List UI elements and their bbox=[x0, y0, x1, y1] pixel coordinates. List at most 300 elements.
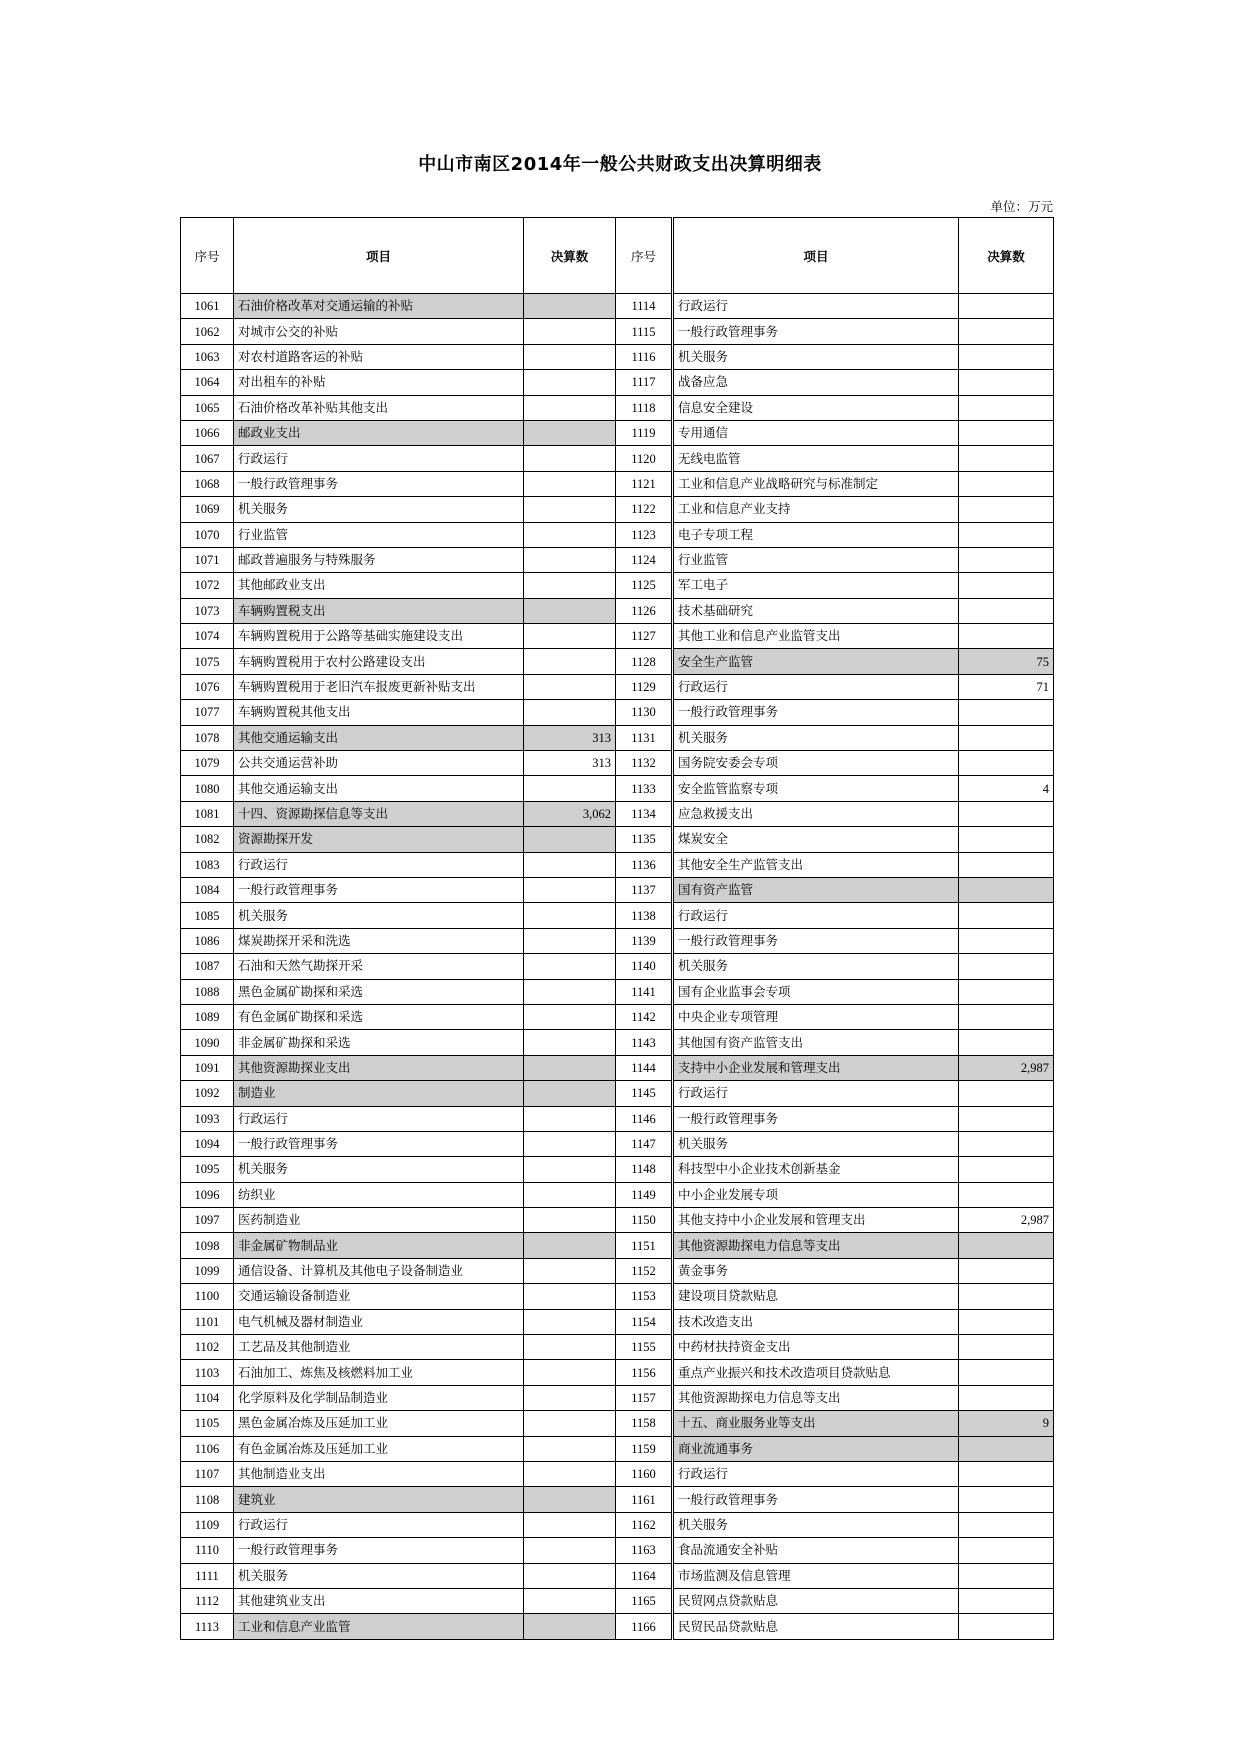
amount-cell-right bbox=[959, 1436, 1054, 1461]
amount-cell-right bbox=[959, 1258, 1054, 1283]
item-cell-right: 行政运行 bbox=[673, 674, 959, 699]
item-cell-left: 纺织业 bbox=[234, 1182, 524, 1207]
item-cell-left: 工业和信息产业监管 bbox=[234, 1614, 524, 1639]
amount-cell-right bbox=[959, 1131, 1054, 1156]
seq-cell-left: 1089 bbox=[181, 1004, 234, 1029]
item-cell-right: 行政运行 bbox=[673, 294, 959, 319]
seq-cell-right: 1142 bbox=[616, 1004, 673, 1029]
seq-cell-left: 1107 bbox=[181, 1461, 234, 1486]
document-title: 中山市南区2014年一般公共财政支出决算明细表 bbox=[418, 154, 822, 175]
item-cell-left: 有色金属冶炼及压延加工业 bbox=[234, 1436, 524, 1461]
amount-cell-left bbox=[524, 649, 616, 674]
seq-cell-right: 1161 bbox=[616, 1487, 673, 1512]
seq-cell-left: 1097 bbox=[181, 1208, 234, 1233]
table-row bbox=[181, 1208, 1054, 1233]
item-cell-left: 机关服务 bbox=[234, 1157, 524, 1182]
seq-cell-left: 1069 bbox=[181, 497, 234, 522]
seq-cell-right: 1163 bbox=[616, 1538, 673, 1563]
amount-cell-left bbox=[524, 1004, 616, 1029]
table-row bbox=[181, 1055, 1054, 1080]
table-header bbox=[181, 218, 1054, 294]
table-row bbox=[181, 573, 1054, 598]
item-cell-right: 支持中小企业发展和管理支出 bbox=[673, 1055, 959, 1080]
amount-cell-right bbox=[959, 751, 1054, 776]
amount-cell-right bbox=[959, 1284, 1054, 1309]
item-cell-right: 机关服务 bbox=[673, 954, 959, 979]
amount-cell-left bbox=[524, 1081, 616, 1106]
item-cell-right: 国务院安委会专项 bbox=[673, 751, 959, 776]
item-cell-right: 一般行政管理事务 bbox=[673, 319, 959, 344]
table-row bbox=[181, 1131, 1054, 1156]
unit-label: 单位：万元 bbox=[990, 200, 1053, 214]
amount-cell-left bbox=[524, 624, 616, 649]
item-cell-left: 邮政业支出 bbox=[234, 420, 524, 445]
seq-cell-left: 1074 bbox=[181, 624, 234, 649]
table-row bbox=[181, 1157, 1054, 1182]
amount-cell-right bbox=[959, 979, 1054, 1004]
amount-cell-left bbox=[524, 852, 616, 877]
amount-cell-right bbox=[959, 1588, 1054, 1613]
table-row bbox=[181, 928, 1054, 953]
item-cell-right: 技术基础研究 bbox=[673, 598, 959, 623]
amount-cell-left bbox=[524, 446, 616, 471]
amount-cell-right bbox=[959, 294, 1054, 319]
seq-cell-left: 1103 bbox=[181, 1360, 234, 1385]
seq-cell-left: 1082 bbox=[181, 827, 234, 852]
item-cell-right: 一般行政管理事务 bbox=[673, 1487, 959, 1512]
seq-cell-right: 1125 bbox=[616, 573, 673, 598]
amount-cell-left bbox=[524, 1538, 616, 1563]
item-cell-left: 行政运行 bbox=[234, 1512, 524, 1537]
item-cell-right: 专用通信 bbox=[673, 420, 959, 445]
item-cell-left: 行政运行 bbox=[234, 1106, 524, 1131]
table-row bbox=[181, 497, 1054, 522]
item-cell-left: 资源勘探开发 bbox=[234, 827, 524, 852]
item-cell-left: 有色金属矿勘探和采选 bbox=[234, 1004, 524, 1029]
table-body bbox=[181, 294, 1054, 1640]
item-cell-left: 医药制造业 bbox=[234, 1208, 524, 1233]
item-cell-left: 一般行政管理事务 bbox=[234, 471, 524, 496]
item-cell-right: 军工电子 bbox=[673, 573, 959, 598]
item-cell-right: 其他国有资产监管支出 bbox=[673, 1030, 959, 1055]
table-row bbox=[181, 1461, 1054, 1486]
seq-cell-left: 1091 bbox=[181, 1055, 234, 1080]
item-cell-left: 化学原料及化学制品制造业 bbox=[234, 1385, 524, 1410]
item-cell-left: 黑色金属矿勘探和采选 bbox=[234, 979, 524, 1004]
amount-cell-left bbox=[524, 598, 616, 623]
item-cell-right: 市场监测及信息管理 bbox=[673, 1563, 959, 1588]
seq-cell-left: 1064 bbox=[181, 370, 234, 395]
item-cell-right: 食品流通安全补贴 bbox=[673, 1538, 959, 1563]
item-cell-left: 石油价格改革对交通运输的补贴 bbox=[234, 294, 524, 319]
item-cell-right: 其他资源勘探电力信息等支出 bbox=[673, 1385, 959, 1410]
amount-cell-right bbox=[959, 1335, 1054, 1360]
seq-cell-left: 1095 bbox=[181, 1157, 234, 1182]
seq-cell-right: 1118 bbox=[616, 395, 673, 420]
item-cell-left: 非金属矿勘探和采选 bbox=[234, 1030, 524, 1055]
seq-cell-right: 1136 bbox=[616, 852, 673, 877]
item-cell-right: 应急救援支出 bbox=[673, 801, 959, 826]
item-cell-right: 电子专项工程 bbox=[673, 522, 959, 547]
item-cell-left: 机关服务 bbox=[234, 497, 524, 522]
seq-cell-right: 1123 bbox=[616, 522, 673, 547]
seq-cell-right: 1146 bbox=[616, 1106, 673, 1131]
seq-cell-left: 1066 bbox=[181, 420, 234, 445]
item-cell-left: 对农村道路客运的补贴 bbox=[234, 344, 524, 369]
amount-cell-right bbox=[959, 1360, 1054, 1385]
seq-cell-left: 1076 bbox=[181, 674, 234, 699]
table-row bbox=[181, 420, 1054, 445]
table-row bbox=[181, 370, 1054, 395]
seq-cell-right: 1157 bbox=[616, 1385, 673, 1410]
item-cell-right: 一般行政管理事务 bbox=[673, 700, 959, 725]
amount-cell-right bbox=[959, 547, 1054, 572]
table-row bbox=[181, 1360, 1054, 1385]
seq-cell-right: 1166 bbox=[616, 1614, 673, 1639]
seq-cell-right: 1116 bbox=[616, 344, 673, 369]
seq-cell-right: 1124 bbox=[616, 547, 673, 572]
seq-cell-left: 1102 bbox=[181, 1335, 234, 1360]
item-cell-left: 车辆购置税用于老旧汽车报废更新补贴支出 bbox=[234, 674, 524, 699]
amount-cell-left bbox=[524, 1512, 616, 1537]
seq-cell-left: 1105 bbox=[181, 1411, 234, 1436]
seq-cell-left: 1063 bbox=[181, 344, 234, 369]
amount-cell-left: 313 bbox=[524, 725, 616, 750]
item-cell-left: 机关服务 bbox=[234, 1563, 524, 1588]
item-cell-left: 一般行政管理事务 bbox=[234, 1131, 524, 1156]
table-row bbox=[181, 954, 1054, 979]
item-cell-left: 一般行政管理事务 bbox=[234, 877, 524, 902]
amount-cell-right bbox=[959, 1157, 1054, 1182]
amount-cell-left bbox=[524, 522, 616, 547]
amount-cell-right bbox=[959, 573, 1054, 598]
table-row bbox=[181, 1538, 1054, 1563]
amount-cell-left bbox=[524, 294, 616, 319]
amount-cell-right: 75 bbox=[959, 649, 1054, 674]
amount-cell-left bbox=[524, 776, 616, 801]
amount-cell-left bbox=[524, 877, 616, 902]
seq-cell-left: 1062 bbox=[181, 319, 234, 344]
table-row bbox=[181, 1309, 1054, 1334]
amount-cell-left bbox=[524, 1360, 616, 1385]
seq-cell-left: 1065 bbox=[181, 395, 234, 420]
amount-cell-left bbox=[524, 1335, 616, 1360]
table-row bbox=[181, 700, 1054, 725]
amount-cell-left bbox=[524, 903, 616, 928]
amount-cell-left bbox=[524, 547, 616, 572]
seq-cell-right: 1158 bbox=[616, 1411, 673, 1436]
item-cell-right: 行业监管 bbox=[673, 547, 959, 572]
seq-cell-left: 1100 bbox=[181, 1284, 234, 1309]
seq-cell-right: 1133 bbox=[616, 776, 673, 801]
seq-cell-right: 1138 bbox=[616, 903, 673, 928]
amount-cell-right bbox=[959, 1106, 1054, 1131]
seq-cell-right: 1151 bbox=[616, 1233, 673, 1258]
amount-cell-right bbox=[959, 420, 1054, 445]
amount-cell-right bbox=[959, 1081, 1054, 1106]
item-cell-left: 电气机械及器材制造业 bbox=[234, 1309, 524, 1334]
seq-cell-right: 1128 bbox=[616, 649, 673, 674]
seq-cell-right: 1115 bbox=[616, 319, 673, 344]
amount-cell-left bbox=[524, 1233, 616, 1258]
item-cell-right: 十五、商业服务业等支出 bbox=[673, 1411, 959, 1436]
item-cell-right: 民贸民品贷款贴息 bbox=[673, 1614, 959, 1639]
amount-cell-right bbox=[959, 1030, 1054, 1055]
item-cell-left: 邮政普遍服务与特殊服务 bbox=[234, 547, 524, 572]
amount-cell-left bbox=[524, 1055, 616, 1080]
table-row bbox=[181, 877, 1054, 902]
seq-cell-right: 1137 bbox=[616, 877, 673, 902]
seq-cell-right: 1139 bbox=[616, 928, 673, 953]
seq-cell-right: 1155 bbox=[616, 1335, 673, 1360]
table-row bbox=[181, 852, 1054, 877]
seq-cell-left: 1108 bbox=[181, 1487, 234, 1512]
seq-cell-right: 1121 bbox=[616, 471, 673, 496]
item-cell-left: 其他资源勘探业支出 bbox=[234, 1055, 524, 1080]
table-row bbox=[181, 1588, 1054, 1613]
amount-cell-right: 9 bbox=[959, 1411, 1054, 1436]
seq-cell-left: 1077 bbox=[181, 700, 234, 725]
item-cell-right: 重点产业振兴和技术改造项目贷款贴息 bbox=[673, 1360, 959, 1385]
seq-cell-left: 1093 bbox=[181, 1106, 234, 1131]
item-cell-right: 无线电监管 bbox=[673, 446, 959, 471]
amount-cell-left bbox=[524, 1385, 616, 1410]
seq-cell-left: 1079 bbox=[181, 751, 234, 776]
item-cell-right: 战备应急 bbox=[673, 370, 959, 395]
seq-cell-left: 1106 bbox=[181, 1436, 234, 1461]
item-cell-left: 车辆购置税其他支出 bbox=[234, 700, 524, 725]
seq-cell-right: 1145 bbox=[616, 1081, 673, 1106]
item-cell-left: 建筑业 bbox=[234, 1487, 524, 1512]
amount-cell-right bbox=[959, 319, 1054, 344]
item-cell-left: 其他交通运输支出 bbox=[234, 776, 524, 801]
seq-cell-right: 1129 bbox=[616, 674, 673, 699]
item-cell-left: 行政运行 bbox=[234, 446, 524, 471]
table-row bbox=[181, 979, 1054, 1004]
item-cell-right: 工业和信息产业战略研究与标准制定 bbox=[673, 471, 959, 496]
seq-cell-left: 1070 bbox=[181, 522, 234, 547]
seq-cell-right: 1120 bbox=[616, 446, 673, 471]
item-cell-right: 机关服务 bbox=[673, 344, 959, 369]
table-row bbox=[181, 598, 1054, 623]
table-row bbox=[181, 624, 1054, 649]
table-row bbox=[181, 471, 1054, 496]
table-row bbox=[181, 1233, 1054, 1258]
amount-cell-right bbox=[959, 344, 1054, 369]
amount-cell-left bbox=[524, 370, 616, 395]
header-item-right: 项目 bbox=[673, 218, 959, 294]
item-cell-right: 其他安全生产监管支出 bbox=[673, 852, 959, 877]
item-cell-right: 一般行政管理事务 bbox=[673, 928, 959, 953]
seq-cell-right: 1119 bbox=[616, 420, 673, 445]
seq-cell-right: 1162 bbox=[616, 1512, 673, 1537]
amount-cell-left: 313 bbox=[524, 751, 616, 776]
amount-cell-left bbox=[524, 420, 616, 445]
seq-cell-right: 1147 bbox=[616, 1131, 673, 1156]
amount-cell-right bbox=[959, 852, 1054, 877]
table-row bbox=[181, 725, 1054, 750]
seq-cell-left: 1112 bbox=[181, 1588, 234, 1613]
seq-cell-left: 1072 bbox=[181, 573, 234, 598]
seq-cell-right: 1148 bbox=[616, 1157, 673, 1182]
seq-cell-right: 1149 bbox=[616, 1182, 673, 1207]
amount-cell-right bbox=[959, 370, 1054, 395]
table-row bbox=[181, 1182, 1054, 1207]
table-row bbox=[181, 1030, 1054, 1055]
item-cell-right: 工业和信息产业支持 bbox=[673, 497, 959, 522]
item-cell-right: 一般行政管理事务 bbox=[673, 1106, 959, 1131]
seq-cell-left: 1109 bbox=[181, 1512, 234, 1537]
item-cell-left: 交通运输设备制造业 bbox=[234, 1284, 524, 1309]
seq-cell-right: 1132 bbox=[616, 751, 673, 776]
amount-cell-left bbox=[524, 1030, 616, 1055]
item-cell-right: 机关服务 bbox=[673, 1512, 959, 1537]
amount-cell-left bbox=[524, 471, 616, 496]
seq-cell-right: 1160 bbox=[616, 1461, 673, 1486]
amount-cell-left bbox=[524, 395, 616, 420]
amount-cell-right bbox=[959, 1385, 1054, 1410]
amount-cell-right bbox=[959, 903, 1054, 928]
seq-cell-left: 1083 bbox=[181, 852, 234, 877]
amount-cell-right bbox=[959, 1461, 1054, 1486]
amount-cell-right bbox=[959, 471, 1054, 496]
item-cell-left: 工艺品及其他制造业 bbox=[234, 1335, 524, 1360]
seq-cell-right: 1131 bbox=[616, 725, 673, 750]
amount-cell-right bbox=[959, 877, 1054, 902]
amount-cell-right bbox=[959, 1614, 1054, 1639]
item-cell-right: 信息安全建设 bbox=[673, 395, 959, 420]
amount-cell-left bbox=[524, 1563, 616, 1588]
amount-cell-right bbox=[959, 801, 1054, 826]
seq-cell-right: 1153 bbox=[616, 1284, 673, 1309]
seq-cell-right: 1159 bbox=[616, 1436, 673, 1461]
amount-cell-right bbox=[959, 1563, 1054, 1588]
seq-cell-left: 1099 bbox=[181, 1258, 234, 1283]
item-cell-right: 建设项目贷款贴息 bbox=[673, 1284, 959, 1309]
amount-cell-left bbox=[524, 674, 616, 699]
header-seq-right: 序号 bbox=[616, 218, 673, 294]
table-row bbox=[181, 1004, 1054, 1029]
item-cell-right: 煤炭安全 bbox=[673, 827, 959, 852]
seq-cell-left: 1081 bbox=[181, 801, 234, 826]
item-cell-left: 煤炭勘探开采和洗选 bbox=[234, 928, 524, 953]
item-cell-left: 车辆购置税用于公路等基础实施建设支出 bbox=[234, 624, 524, 649]
seq-cell-right: 1140 bbox=[616, 954, 673, 979]
item-cell-left: 十四、资源勘探信息等支出 bbox=[234, 801, 524, 826]
seq-cell-right: 1135 bbox=[616, 827, 673, 852]
table-row bbox=[181, 1411, 1054, 1436]
amount-cell-right bbox=[959, 700, 1054, 725]
table-row bbox=[181, 801, 1054, 826]
amount-cell-right: 2,987 bbox=[959, 1055, 1054, 1080]
item-cell-left: 车辆购置税支出 bbox=[234, 598, 524, 623]
table-row bbox=[181, 1436, 1054, 1461]
item-cell-left: 行业监管 bbox=[234, 522, 524, 547]
item-cell-left: 黑色金属冶炼及压延加工业 bbox=[234, 1411, 524, 1436]
table-row bbox=[181, 1385, 1054, 1410]
item-cell-right: 安全生产监管 bbox=[673, 649, 959, 674]
header-row bbox=[181, 218, 1054, 294]
item-cell-left: 其他制造业支出 bbox=[234, 1461, 524, 1486]
amount-cell-left bbox=[524, 1157, 616, 1182]
table-row bbox=[181, 1106, 1054, 1131]
seq-cell-right: 1114 bbox=[616, 294, 673, 319]
seq-cell-left: 1098 bbox=[181, 1233, 234, 1258]
table-row bbox=[181, 395, 1054, 420]
item-cell-right: 民贸网点贷款贴息 bbox=[673, 1588, 959, 1613]
item-cell-left: 通信设备、计算机及其他电子设备制造业 bbox=[234, 1258, 524, 1283]
seq-cell-left: 1084 bbox=[181, 877, 234, 902]
table-row bbox=[181, 1487, 1054, 1512]
table-row bbox=[181, 649, 1054, 674]
table-row bbox=[181, 827, 1054, 852]
table-row bbox=[181, 1614, 1054, 1639]
seq-cell-left: 1087 bbox=[181, 954, 234, 979]
amount-cell-left bbox=[524, 344, 616, 369]
item-cell-right: 商业流通事务 bbox=[673, 1436, 959, 1461]
table-row bbox=[181, 1258, 1054, 1283]
seq-cell-left: 1075 bbox=[181, 649, 234, 674]
seq-cell-right: 1126 bbox=[616, 598, 673, 623]
seq-cell-left: 1071 bbox=[181, 547, 234, 572]
item-cell-right: 黄金事务 bbox=[673, 1258, 959, 1283]
seq-cell-right: 1152 bbox=[616, 1258, 673, 1283]
seq-cell-right: 1117 bbox=[616, 370, 673, 395]
seq-cell-right: 1141 bbox=[616, 979, 673, 1004]
table-row bbox=[181, 1563, 1054, 1588]
amount-cell-right bbox=[959, 1538, 1054, 1563]
amount-cell-right bbox=[959, 1487, 1054, 1512]
amount-cell-right bbox=[959, 954, 1054, 979]
header-item-left: 项目 bbox=[234, 218, 524, 294]
header-amount-left: 决算数 bbox=[524, 218, 616, 294]
item-cell-left: 行政运行 bbox=[234, 852, 524, 877]
seq-cell-right: 1154 bbox=[616, 1309, 673, 1334]
amount-cell-left bbox=[524, 1588, 616, 1613]
seq-cell-left: 1104 bbox=[181, 1385, 234, 1410]
seq-cell-right: 1164 bbox=[616, 1563, 673, 1588]
seq-cell-left: 1092 bbox=[181, 1081, 234, 1106]
item-cell-left: 一般行政管理事务 bbox=[234, 1538, 524, 1563]
item-cell-right: 其他资源勘探电力信息等支出 bbox=[673, 1233, 959, 1258]
amount-cell-left bbox=[524, 1208, 616, 1233]
amount-cell-right: 4 bbox=[959, 776, 1054, 801]
amount-cell-left bbox=[524, 1411, 616, 1436]
amount-cell-left bbox=[524, 954, 616, 979]
amount-cell-right bbox=[959, 1004, 1054, 1029]
seq-cell-right: 1144 bbox=[616, 1055, 673, 1080]
amount-cell-right bbox=[959, 598, 1054, 623]
seq-cell-right: 1150 bbox=[616, 1208, 673, 1233]
seq-cell-left: 1113 bbox=[181, 1614, 234, 1639]
table-row bbox=[181, 1081, 1054, 1106]
item-cell-left: 石油价格改革补贴其他支出 bbox=[234, 395, 524, 420]
item-cell-right: 安全监管监察专项 bbox=[673, 776, 959, 801]
table-row bbox=[181, 903, 1054, 928]
item-cell-left: 其他交通运输支出 bbox=[234, 725, 524, 750]
item-cell-left: 其他建筑业支出 bbox=[234, 1588, 524, 1613]
item-cell-left: 对出租车的补贴 bbox=[234, 370, 524, 395]
amount-cell-left bbox=[524, 573, 616, 598]
seq-cell-left: 1078 bbox=[181, 725, 234, 750]
amount-cell-left bbox=[524, 1309, 616, 1334]
seq-cell-right: 1156 bbox=[616, 1360, 673, 1385]
seq-cell-left: 1110 bbox=[181, 1538, 234, 1563]
item-cell-right: 国有资产监管 bbox=[673, 877, 959, 902]
amount-cell-right bbox=[959, 1182, 1054, 1207]
seq-cell-left: 1086 bbox=[181, 928, 234, 953]
table-row bbox=[181, 674, 1054, 699]
